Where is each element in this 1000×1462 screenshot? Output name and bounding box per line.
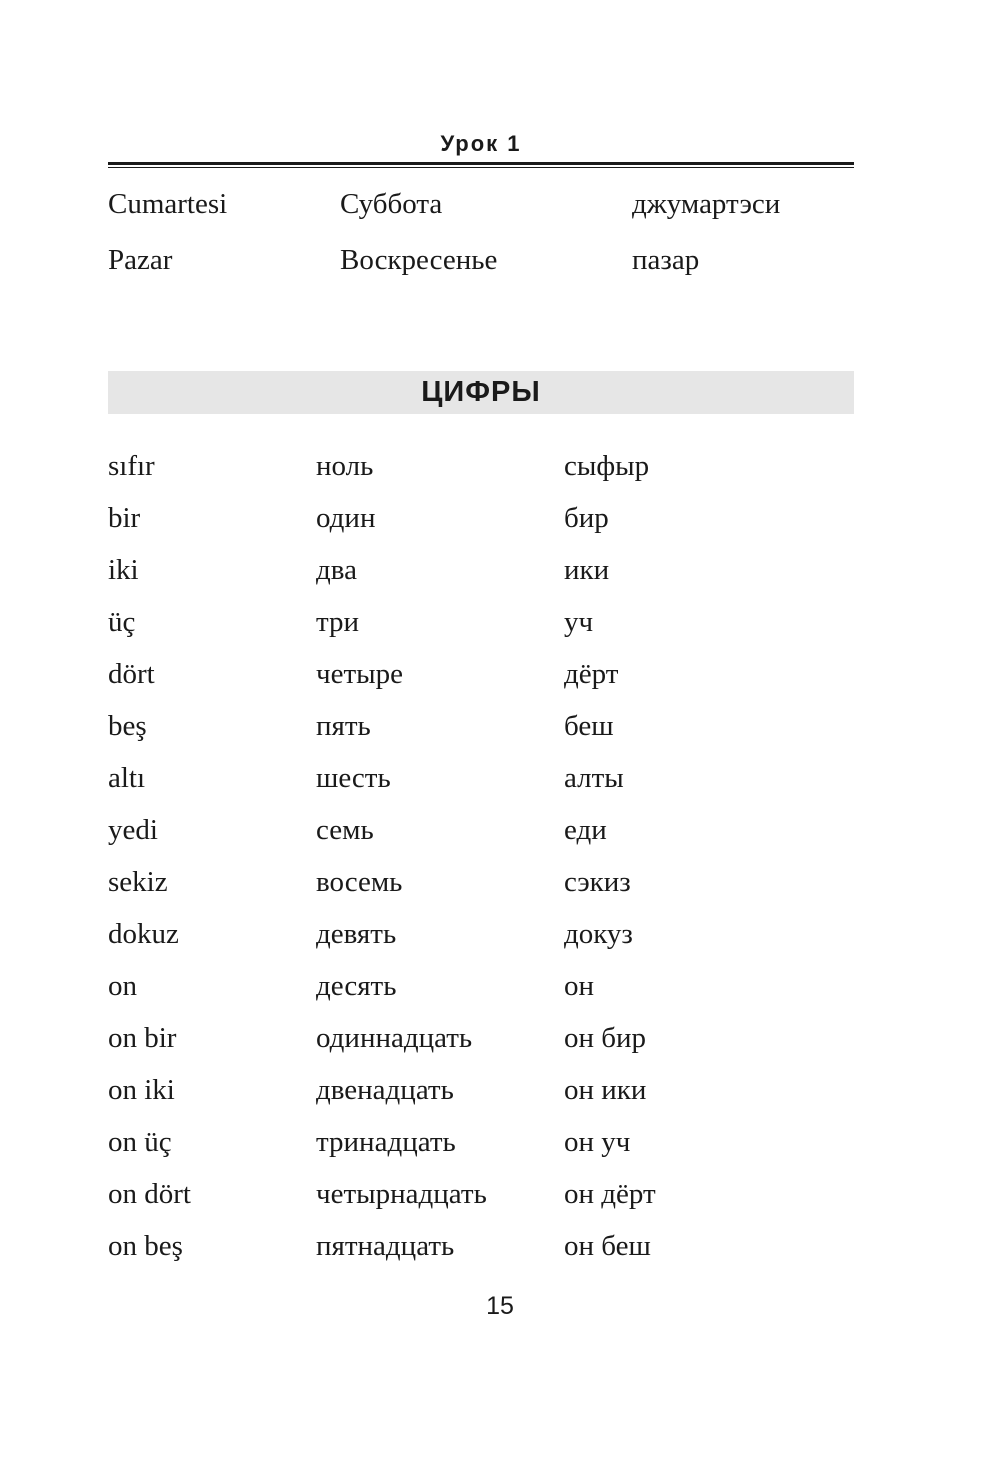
russian-translation: двенадцать [316,1074,454,1106]
number-row [0,446,1000,486]
pronunciation: беш [564,710,614,742]
lesson-header-title: Урок 1 [440,131,522,156]
pronunciation: дёрт [564,658,619,690]
russian-translation: тринадцать [316,1126,456,1158]
number-row [0,706,1000,746]
pronunciation: он дёрт [564,1178,656,1210]
russian-translation: пятнадцать [316,1230,455,1262]
number-row [0,966,1000,1006]
number-row [0,1122,1000,1162]
number-row [0,1018,1000,1058]
russian-translation: одиннадцать [316,1022,473,1054]
number-row [0,758,1000,798]
turkish-word: sekiz [108,866,168,898]
header-rule-thin [108,167,854,168]
pronunciation: алты [564,762,624,794]
pronunciation: он [564,970,595,1002]
turkish-word: yedi [108,814,158,846]
number-row [0,914,1000,954]
turkish-word: Cumartesi [108,188,228,220]
day-row [0,184,1000,224]
russian-translation: три [316,606,360,638]
turkish-word: altı [108,762,146,794]
russian-translation: девять [316,918,397,950]
number-row [0,1174,1000,1214]
number-row [0,1070,1000,1110]
pronunciation: он уч [564,1126,631,1158]
russian-translation: Воскресенье [340,244,498,276]
turkish-word: dört [108,658,155,690]
turkish-word: on iki [108,1074,175,1106]
number-row [0,602,1000,642]
pronunciation: джумартэси [632,188,781,220]
number-row [0,1226,1000,1266]
russian-translation: Суббота [340,188,443,220]
turkish-word: üç [108,606,136,638]
pronunciation: докуз [564,918,633,950]
number-row [0,862,1000,902]
russian-translation: четыре [316,658,403,690]
day-row [0,240,1000,280]
russian-translation: десять [316,970,397,1002]
number-row [0,654,1000,694]
header-rule-thick [108,162,854,165]
russian-translation: шесть [316,762,391,794]
pronunciation: ики [564,554,610,586]
number-row [0,498,1000,538]
pronunciation: он бир [564,1022,647,1054]
number-row [0,810,1000,850]
pronunciation: он беш [564,1230,651,1262]
turkish-word: Pazar [108,244,173,276]
russian-translation: один [316,502,376,534]
turkish-word: bir [108,502,141,534]
russian-translation: пять [316,710,371,742]
turkish-word: on [108,970,137,1002]
turkish-word: on dört [108,1178,191,1210]
russian-translation: семь [316,814,374,846]
pronunciation: он ики [564,1074,647,1106]
page-number: 15 [486,1292,514,1320]
pronunciation: бир [564,502,609,534]
turkish-word: iki [108,554,139,586]
turkish-word: on bir [108,1022,177,1054]
pronunciation: уч [564,606,594,638]
turkish-word: on üç [108,1126,172,1158]
russian-translation: ноль [316,450,374,482]
russian-translation: два [316,554,357,586]
pronunciation: сэкиз [564,866,631,898]
turkish-word: dokuz [108,918,179,950]
turkish-word: on beş [108,1230,183,1262]
section-heading-numbers: ЦИФРЫ [108,371,854,414]
pronunciation: пазар [632,244,700,276]
number-row [0,550,1000,590]
turkish-word: beş [108,710,147,742]
russian-translation: четырнадцать [316,1178,487,1210]
pronunciation: еди [564,814,607,846]
pronunciation: сыфыр [564,450,650,482]
turkish-word: sıfır [108,450,155,482]
russian-translation: восемь [316,866,403,898]
